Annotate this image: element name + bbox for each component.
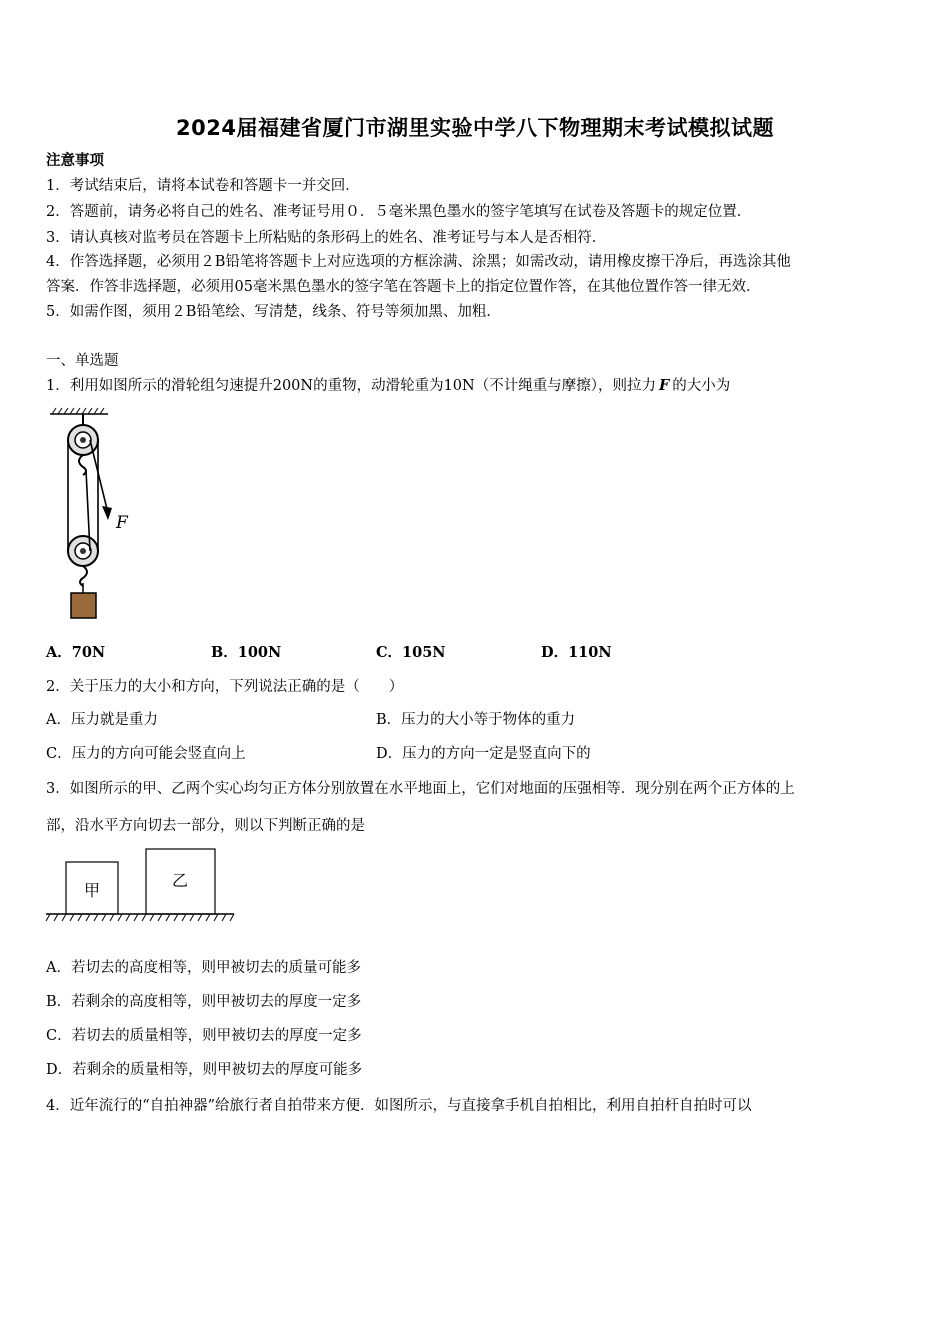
- load-block: [71, 593, 96, 618]
- q3-stem-line2: 部，沿水平方向切去一部分，则以下判断正确的是: [46, 818, 365, 834]
- cube-yi-label: 乙: [171, 871, 189, 890]
- exam-title: 2024届福建省厦门市湖里实验中学八下物理期末考试模拟试题: [176, 116, 774, 140]
- notice-item: 1．考试结束后，请将本试卷和答题卡一并交回．: [46, 178, 360, 194]
- q1-stem-text: 1．利用如图所示的滑轮组匀速提升200N的重物，动滑轮重为10N（不计绳重与摩擦），则拉力: [46, 378, 656, 394]
- q2-option-c: C．压力的方向可能会竖直向上: [46, 746, 246, 762]
- q1-stem: [46, 376, 730, 396]
- q3-option-d: D．若剩余的质量相等，则甲被切去的厚度可能多: [46, 1062, 363, 1078]
- q1-option-b: B．100N: [211, 644, 282, 661]
- notice-heading: 注意事项: [46, 152, 104, 169]
- cubes-figure: [46, 846, 238, 926]
- ceiling-hatch: [52, 408, 104, 414]
- q1-stem-text-end: 的大小为: [672, 378, 731, 394]
- notice-item: 5．如需作图，须用２B铅笔绘、写清楚，线条、符号等须加黑、加粗．: [46, 304, 501, 320]
- notice-item: 4．作答选择题，必须用２B铅笔将答题卡上对应选项的方框涂满、涂黑；如需改动，请用橡皮擦干净后，再选涂其他: [46, 254, 791, 270]
- notice-item: 2．答题前，请务必将自己的姓名、准考证号用０．５毫米黑色墨水的签字笔填写在试卷及答题卡的规定位置．: [46, 204, 752, 220]
- q1-option-c: C．105N: [376, 644, 446, 661]
- notice-item: 3．请认真核对监考员在答题卡上所粘贴的条形码上的姓名、准考证号与本人是否相符．: [46, 230, 607, 246]
- q2-stem: 2．关于压力的大小和方向，下列说法正确的是（ ）: [46, 679, 404, 695]
- fixed-pulley-axle: [80, 437, 86, 443]
- q2-option-b: B．压力的大小等于物体的重力: [376, 712, 576, 728]
- q2-option-d: D．压力的方向一定是竖直向下的: [376, 746, 591, 762]
- cube-jia-label: 甲: [83, 881, 101, 900]
- ground-hatch: [46, 914, 234, 921]
- rope: [68, 440, 108, 551]
- q3-stem-line1: 3．如图所示的甲、乙两个实心均匀正方体分别放置在水平地面上，它们对地面的压强相等．现分别在两个正方体的上: [46, 781, 795, 797]
- moving-pulley-axle: [80, 548, 86, 554]
- q3-option-b: B．若剩余的高度相等，则甲被切去的厚度一定多: [46, 994, 362, 1010]
- pulley-figure: [46, 408, 146, 623]
- q3-option-c: C．若切去的质量相等，则甲被切去的厚度一定多: [46, 1028, 362, 1044]
- q2-option-a: A．压力就是重力: [46, 712, 158, 728]
- q4-stem: 4．近年流行的“自拍神器”给旅行者自拍带来方便．如图所示，与直接拿手机自拍相比，利用自拍杆自拍时可以: [46, 1098, 752, 1114]
- q1-option-d: D．110N: [541, 644, 612, 661]
- force-label: F: [116, 513, 128, 533]
- force-arrow-head: [102, 506, 112, 520]
- fixed-pulley-hook: [79, 455, 86, 475]
- q3-option-a: A．若切去的高度相等，则甲被切去的质量可能多: [46, 960, 361, 976]
- q1-option-a: A．70N: [46, 644, 106, 661]
- q1-stem-force-symbol: F: [658, 377, 670, 394]
- notice-item: 答案．作答非选择题，必须用05毫米黑色墨水的签字笔在答题卡上的指定位置作答，在其他位置作答一律无效．: [46, 279, 761, 295]
- section-heading: 一、单选题: [46, 353, 119, 369]
